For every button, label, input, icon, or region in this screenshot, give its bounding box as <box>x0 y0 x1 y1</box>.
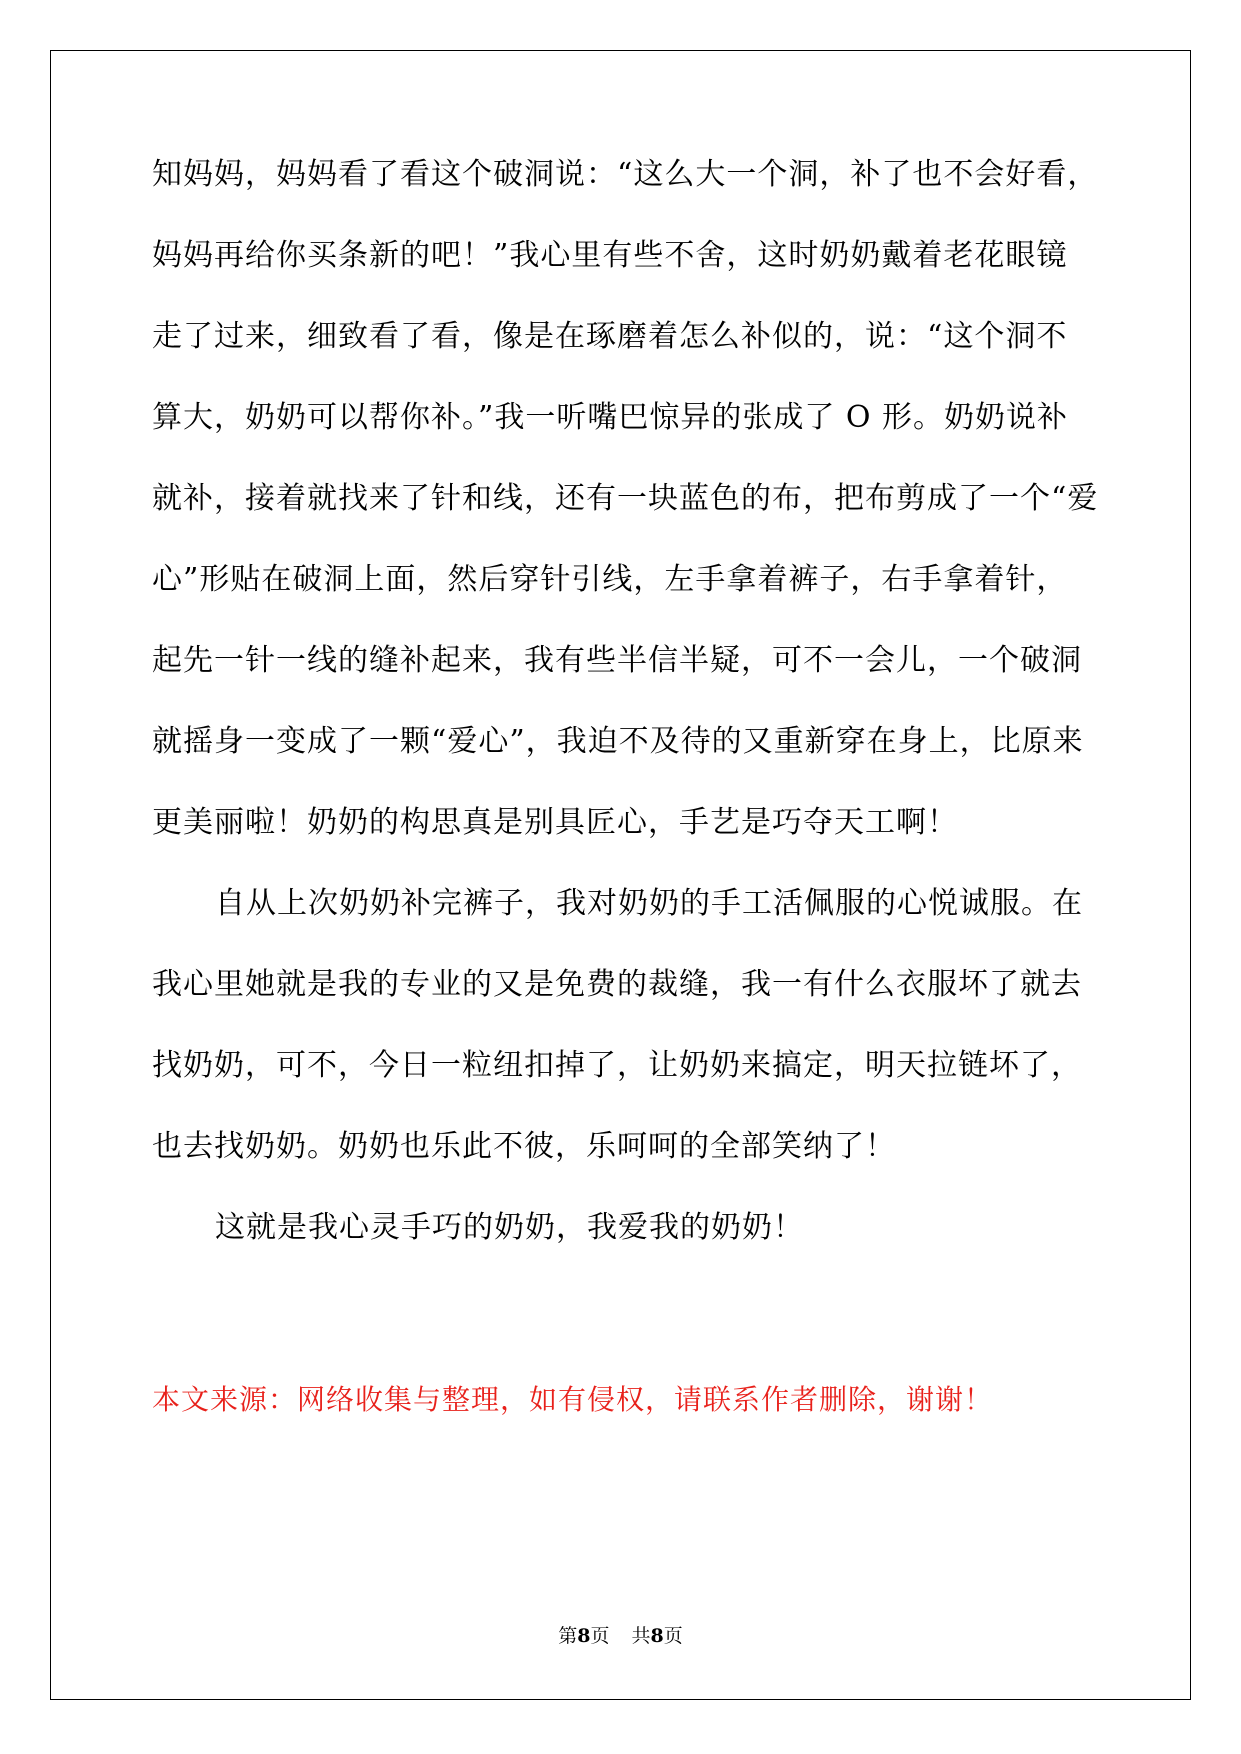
body-line: 就摇身一变成了一颗“爱心”，我迫不及待的又重新穿在身上，比原来 <box>152 724 1084 759</box>
page-prefix: 第 <box>558 1625 578 1647</box>
paragraph-start-line: 自从上次奶奶补完裤子，我对奶奶的手工活佩服的心悦诚服。在 <box>215 886 1083 921</box>
source-note: 本文来源：网络收集与整理，如有侵权，请联系作者删除，谢谢！ <box>152 1383 994 1416</box>
total-prefix: 共 <box>631 1625 651 1647</box>
body-line: 找奶奶，可不，今日一粒纽扣掉了，让奶奶来搞定，明天拉链坏了， <box>152 1048 1082 1083</box>
body-line: 知妈妈，妈妈看了看这个破洞说：“这么大一个洞，补了也不会好看， <box>152 157 1099 192</box>
document-body <box>152 155 1112 1289</box>
body-line: 也去找奶奶。奶奶也乐此不彼，乐呵呵的全部笑纳了！ <box>152 1129 896 1164</box>
body-line: 起先一针一线的缝补起来，我有些半信半疑，可不一会儿，一个破洞 <box>152 643 1082 678</box>
body-line: 就补，接着就找来了针和线，还有一块蓝色的布，把布剪成了一个“爱 <box>152 481 1099 516</box>
page-footer <box>0 1624 1241 1648</box>
body-line: 我心里她就是我的专业的又是免费的裁缝，我一有什么衣服坏了就去 <box>152 967 1082 1002</box>
page-suffix: 页 <box>590 1625 610 1647</box>
total-suffix: 页 <box>663 1625 683 1647</box>
page-total: 8 <box>650 1625 664 1647</box>
body-line: 算大，奶奶可以帮你补。”我一听嘴巴惊异的张成了 O 形。奶奶说补 <box>152 400 1069 435</box>
body-line: 更美丽啦！奶奶的构思真是别具匠心，手艺是巧夺天工啊！ <box>152 805 958 840</box>
page-current: 8 <box>577 1625 591 1647</box>
paragraph-start-line: 这就是我心灵手巧的奶奶，我爱我的奶奶！ <box>215 1210 804 1245</box>
body-line: 心”形贴在破洞上面，然后穿针引线，左手拿着裤子，右手拿着针， <box>152 562 1068 597</box>
body-line: 妈妈再给你买条新的吧！”我心里有些不舍，这时奶奶戴着老花眼镜 <box>152 238 1068 273</box>
body-line: 走了过来，细致看了看，像是在琢磨着怎么补似的，说：“这个洞不 <box>152 319 1068 354</box>
